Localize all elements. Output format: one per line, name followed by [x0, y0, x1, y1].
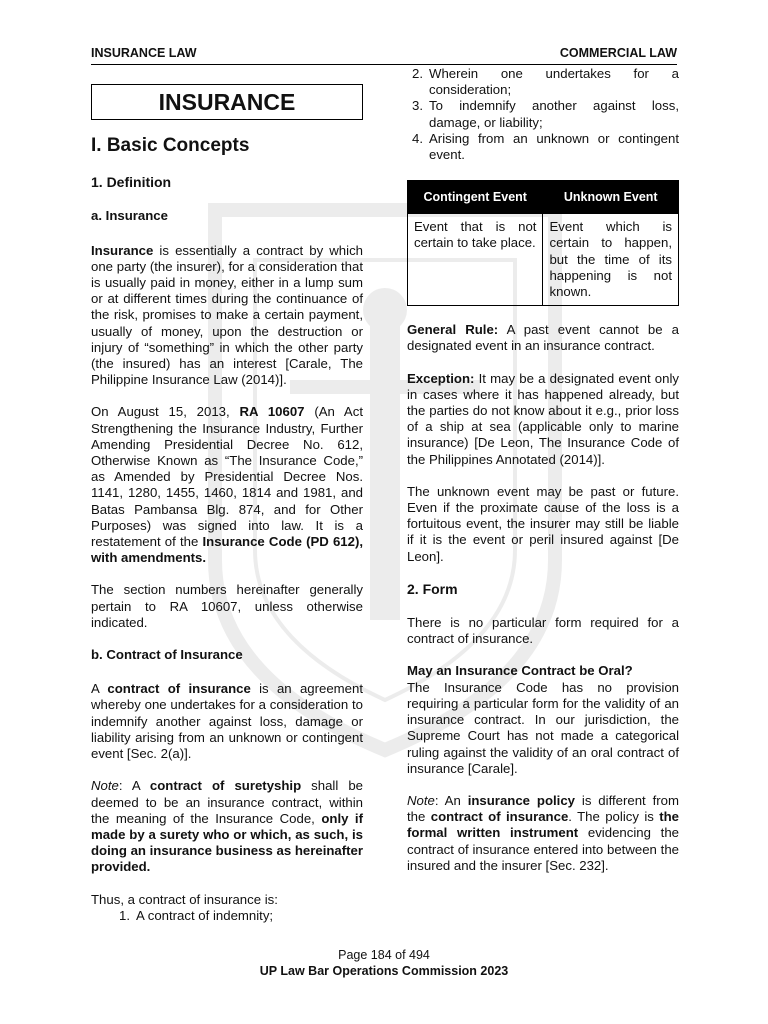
note-insurance-policy: Note: An insurance policy is different from the contract of insurance. The policy is the formal written instrument evidencing the contract of insurance entered into between the insured and the insurer [Sec. 232].: [407, 792, 680, 873]
table-header-unknown: Unknown Event: [543, 181, 679, 214]
paragraph-insurance-definition: Insurance is essentially a contract by which one party (the insurer), for a consideration that is usually paid in money, either in a lump sum or at different times during the continuance of the risk, promises to make a certain payment, usually of money, upon the destruction or injury of “something” in which the other party (the insured) has an interest [Carale, The Philippine Insurance Law (2014)].: [91, 242, 363, 388]
contract-elements-list-part2: [407, 66, 679, 163]
event-comparison-table: [407, 180, 679, 306]
heading-contract-of-insurance: b. Contract of Insurance: [91, 647, 243, 663]
note-suretyship: Note: A contract of suretyship shall be deemed to be an insurance contract, within the meaning of the Insurance Code, only if made by a surety who or which, as such, is doing an insurance business as hereinafter provided.: [91, 778, 363, 875]
subsection-definition: 1. Definition: [91, 174, 172, 191]
table-cell-unknown: Event which is certain to happen, but the time of its happening is not known.: [543, 214, 679, 306]
list-item: 1. A contract of indemnity;: [119, 907, 274, 923]
contract-elements-list-part1: [91, 908, 363, 924]
paragraph-section-numbers: The section numbers hereinafter generally pertain to RA 10607, unless otherwise indicated.: [91, 582, 363, 630]
page-footer: [0, 947, 768, 979]
list-item: 2. Wherein one undertakes for a consideration;: [412, 66, 679, 98]
page-header: [91, 46, 677, 65]
subsection-form: 2. Form: [407, 580, 458, 597]
page-number: Page 184 of 494: [338, 948, 430, 962]
header-left: INSURANCE LAW: [91, 46, 197, 60]
paragraph-general-rule: General Rule: A past event cannot be a designated event in an insurance contract.: [407, 322, 680, 354]
page-title: INSURANCE: [91, 84, 363, 120]
header-right: COMMERCIAL LAW: [559, 46, 677, 60]
table-header-contingent: Contingent Event: [408, 181, 543, 214]
paragraph-oral-contract: The Insurance Code has no provision requiring a particular form for the validity of an insurance contract. In our jurisdiction, the Supreme Court has not made a categorical ruling against the validity of an oral contract of insurance [Carale].: [407, 679, 679, 776]
paragraph-thus: Thus, a contract of insurance is:: [91, 891, 278, 907]
heading-oral-contract: May an Insurance Contract be Oral?: [407, 663, 633, 679]
paragraph-form: There is no particular form required for a contract of insurance.: [407, 615, 679, 647]
table-cell-contingent: Event that is not certain to take place.: [408, 214, 543, 306]
left-column: [91, 84, 363, 924]
footer-organization: UP Law Bar Operations Commission 2023: [259, 964, 509, 978]
list-item: 4. Arising from an unknown or contingent event.: [412, 130, 679, 163]
paragraph-exception: Exception: It may be a designated event only in cases where it has happened already, but the parties do not know about it e.g., prior loss of a ship at sea (applicable only to marine insurance) [De Leon, The Insurance Code of the Philippines Annotated (2014)].: [407, 370, 679, 467]
paragraph-unknown-event: The unknown event may be past or future. Even if the proximate cause of the loss is a fortuitous event, the insurer may still be liable if it is the event or peril insured against [De Leon].: [407, 483, 679, 564]
heading-insurance: a. Insurance: [91, 208, 168, 224]
paragraph-contract-definition: A contract of insurance is an agreement whereby one undertakes for a consideration to indemnify another against loss, damage or liability arising from an unknown or contingent event [Sec. 2(a)].: [91, 681, 364, 762]
right-column: [407, 66, 679, 890]
list-item: 3. To indemnify another against loss, damage, or liability;: [412, 98, 679, 130]
paragraph-ra-10607: On August 15, 2013, RA 10607 (An Act Strengthening the Insurance Industry, Further Amending Presidential Decree No. 612, Otherwise Known as “The Insurance Code,” as Amended by Presidential Decree Nos. 1141, 1280, 1455, 1460, 1814 and 1981, and Batas Pambansa Blg. 874, and for Other Purposes) was signed into law. It is a restatement of the Insurance Code (PD 612), with amendments.: [91, 404, 363, 566]
section-title: I. Basic Concepts: [91, 135, 250, 156]
